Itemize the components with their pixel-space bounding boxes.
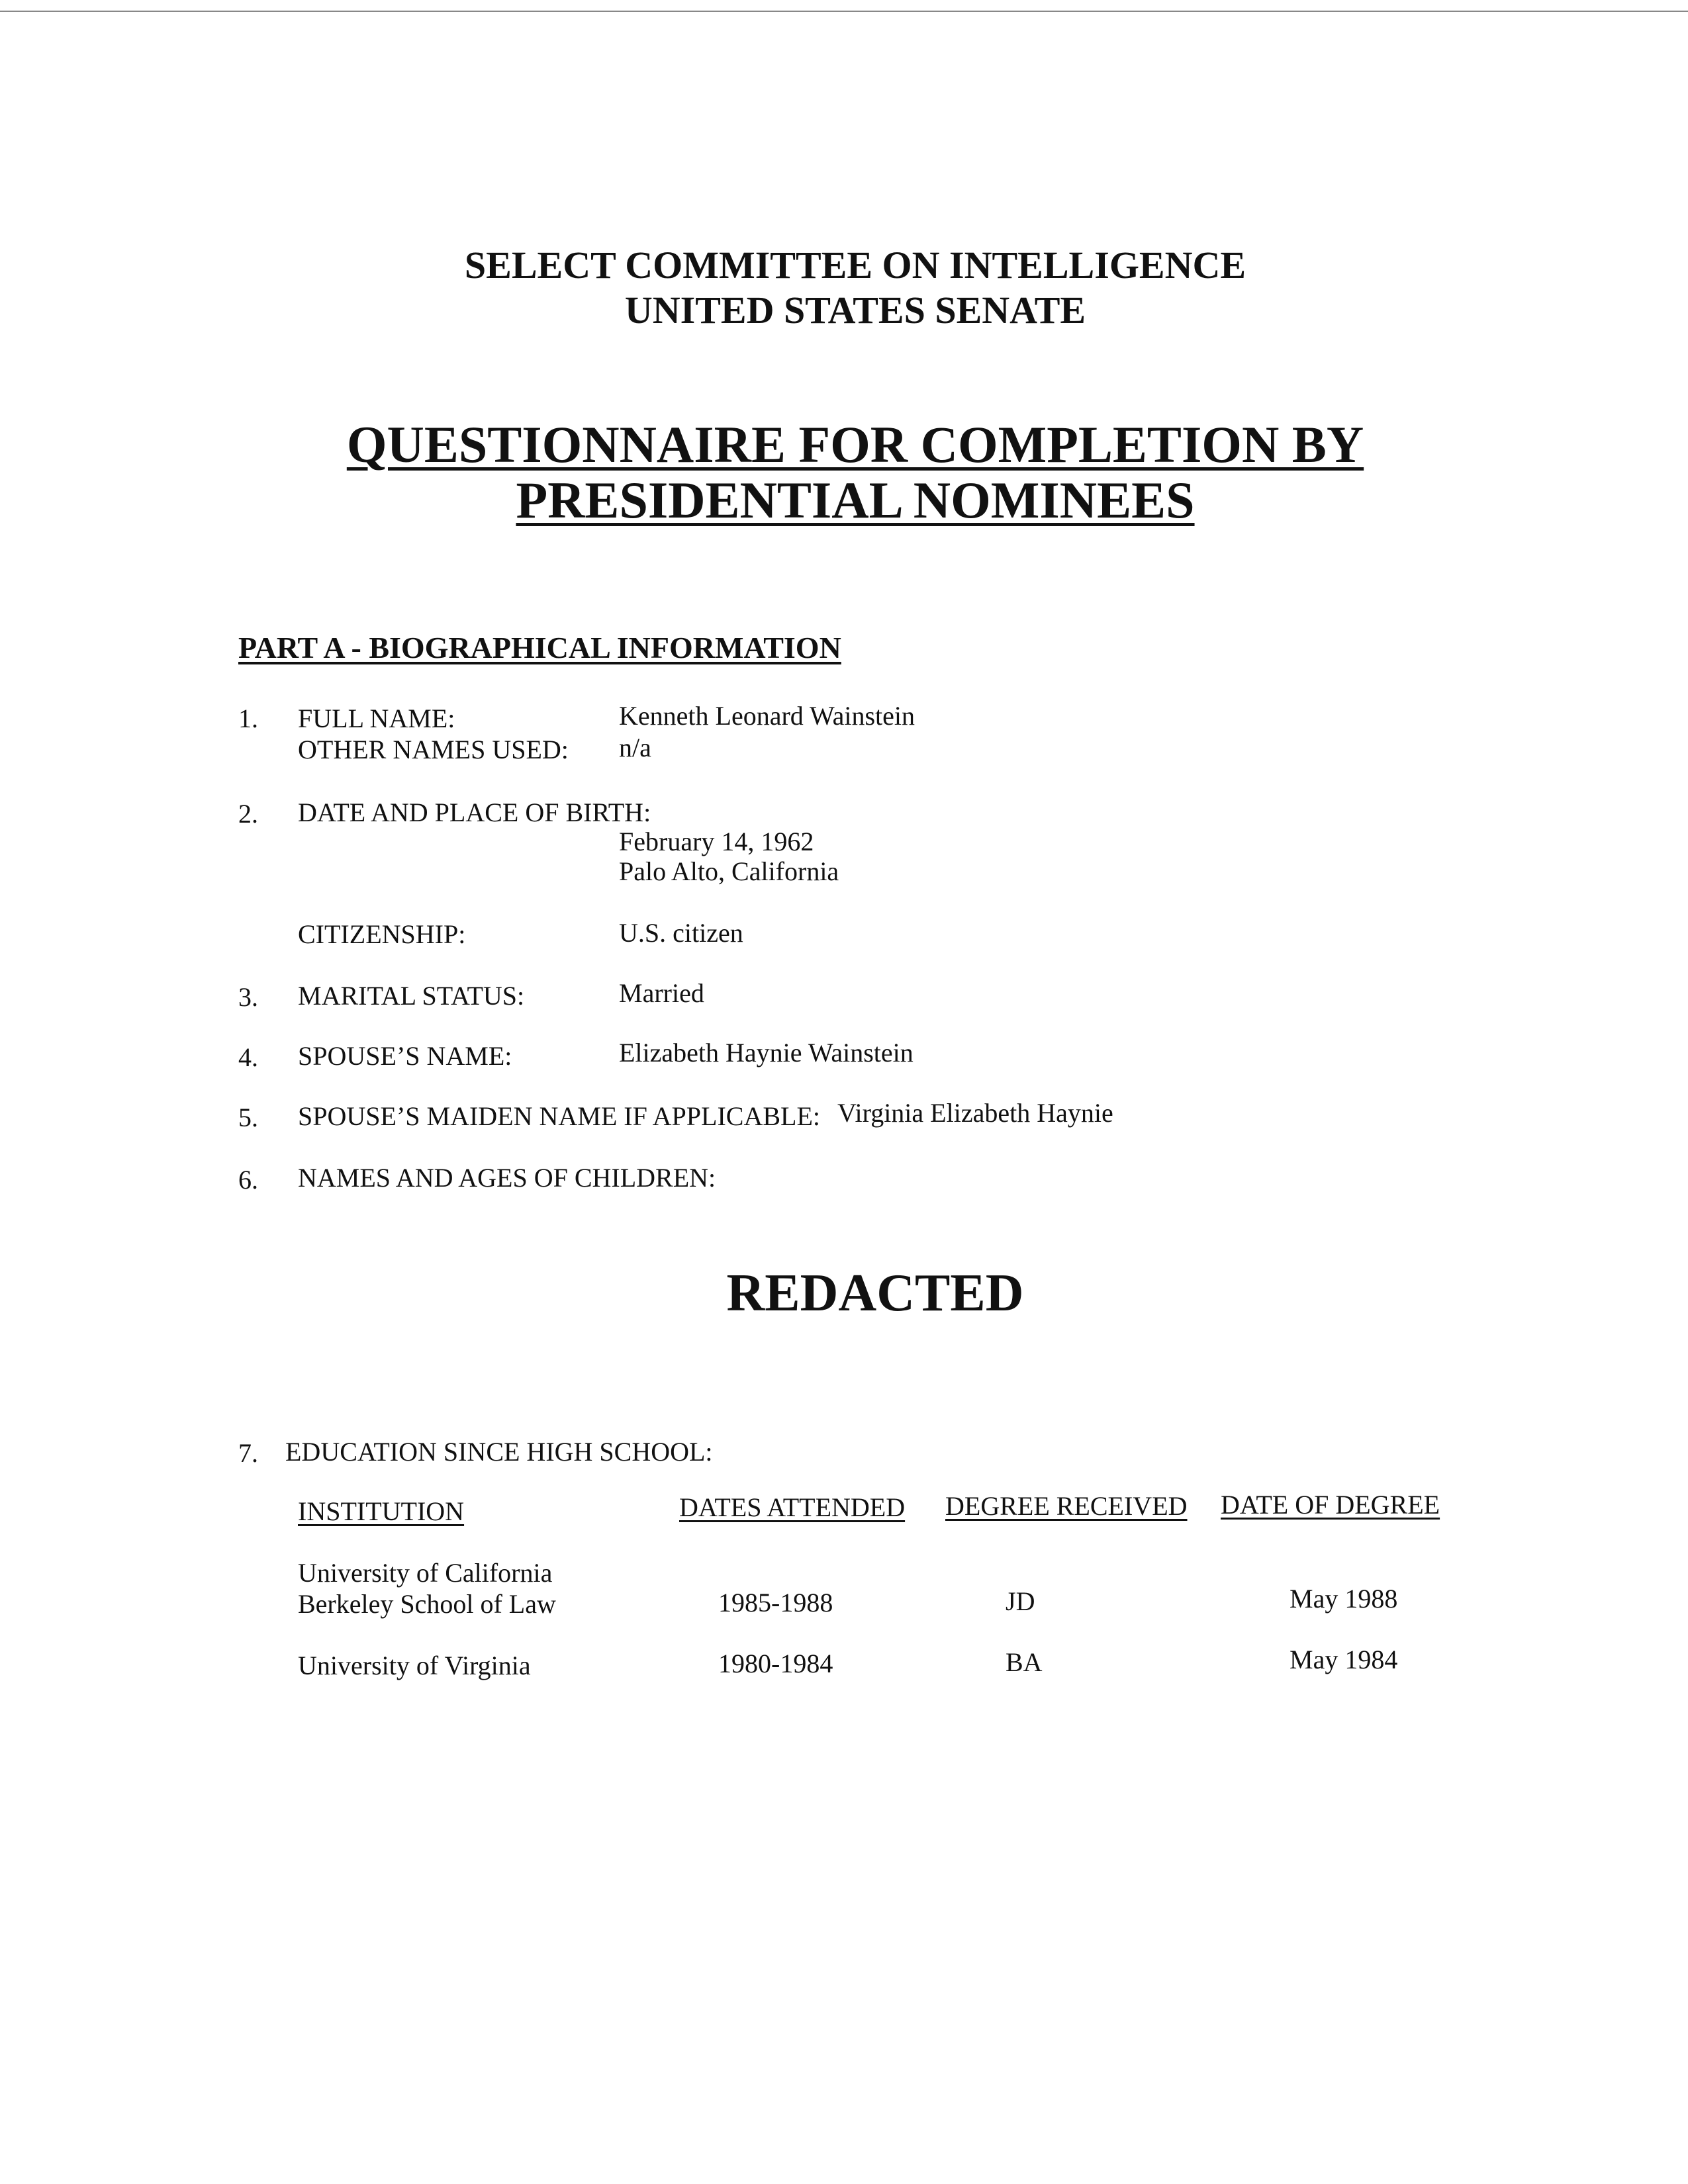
date-of-degree-cell: May 1984	[1289, 1645, 1398, 1674]
dates-attended-cell: 1985-1988	[718, 1588, 833, 1617]
degree-cell: BA	[1006, 1647, 1043, 1677]
item-number: 3.	[238, 982, 258, 1012]
institution-cell: University of California	[298, 1558, 553, 1588]
marital-status-value: Married	[619, 978, 704, 1008]
full-name-value: Kenneth Leonard Wainstein	[619, 701, 915, 731]
children-label: NAMES AND AGES OF CHILDREN:	[298, 1163, 716, 1193]
institution-cell: University of Virginia	[298, 1651, 531, 1680]
column-header-institution: INSTITUTION	[298, 1496, 465, 1526]
education-label: EDUCATION SINCE HIGH SCHOOL:	[285, 1437, 713, 1467]
item-number: 7.	[238, 1438, 258, 1468]
item-number: 5.	[238, 1103, 258, 1132]
item-number: 6.	[238, 1165, 258, 1195]
degree-cell: JD	[1006, 1586, 1035, 1616]
item-number: 4.	[238, 1042, 258, 1072]
title-text-1: QUESTIONNAIRE FOR COMPLETION BY	[346, 416, 1364, 473]
citizenship-label: CITIZENSHIP:	[298, 919, 466, 949]
date-of-degree-cell: May 1988	[1289, 1584, 1398, 1614]
birth-label: DATE AND PLACE OF BIRTH:	[298, 797, 651, 827]
citizenship-value: U.S. citizen	[619, 918, 743, 948]
maiden-name-value: Virginia Elizabeth Haynie	[837, 1098, 1113, 1128]
document-title-line2	[0, 471, 1688, 529]
column-header-date-of-degree: DATE OF DEGREE	[1221, 1490, 1440, 1520]
section-heading-part-a: PART A - BIOGRAPHICAL INFORMATION	[238, 631, 841, 664]
institution-cell-line2: Berkeley School of Law	[298, 1589, 556, 1619]
marital-status-label: MARITAL STATUS:	[298, 981, 525, 1011]
spouse-name-label: SPOUSE’S NAME:	[298, 1041, 512, 1071]
committee-name: SELECT COMMITTEE ON INTELLIGENCE	[464, 244, 1246, 287]
senate-name: UNITED STATES SENATE	[624, 289, 1086, 332]
full-name-label: FULL NAME:	[298, 704, 455, 733]
column-header-degree-received: DEGREE RECEIVED	[945, 1491, 1188, 1521]
title-text-2: PRESIDENTIAL NOMINEES	[516, 471, 1195, 529]
dates-attended-cell: 1980-1984	[718, 1649, 833, 1678]
maiden-name-label: SPOUSE’S MAIDEN NAME IF APPLICABLE:	[298, 1101, 820, 1131]
birth-date-value: February 14, 1962	[619, 827, 814, 856]
column-header-dates-attended: DATES ATTENDED	[679, 1492, 906, 1522]
other-names-value: n/a	[619, 733, 651, 762]
spouse-name-value: Elizabeth Haynie Wainstein	[619, 1038, 914, 1068]
item-number: 2.	[238, 799, 258, 829]
top-scan-rule	[0, 11, 1688, 12]
other-names-label: OTHER NAMES USED:	[298, 735, 569, 764]
item-number: 1.	[238, 704, 258, 733]
redacted-notice: REDACTED	[726, 1264, 1024, 1322]
document-title-line1	[0, 416, 1688, 473]
birth-place-value: Palo Alto, California	[619, 856, 839, 886]
